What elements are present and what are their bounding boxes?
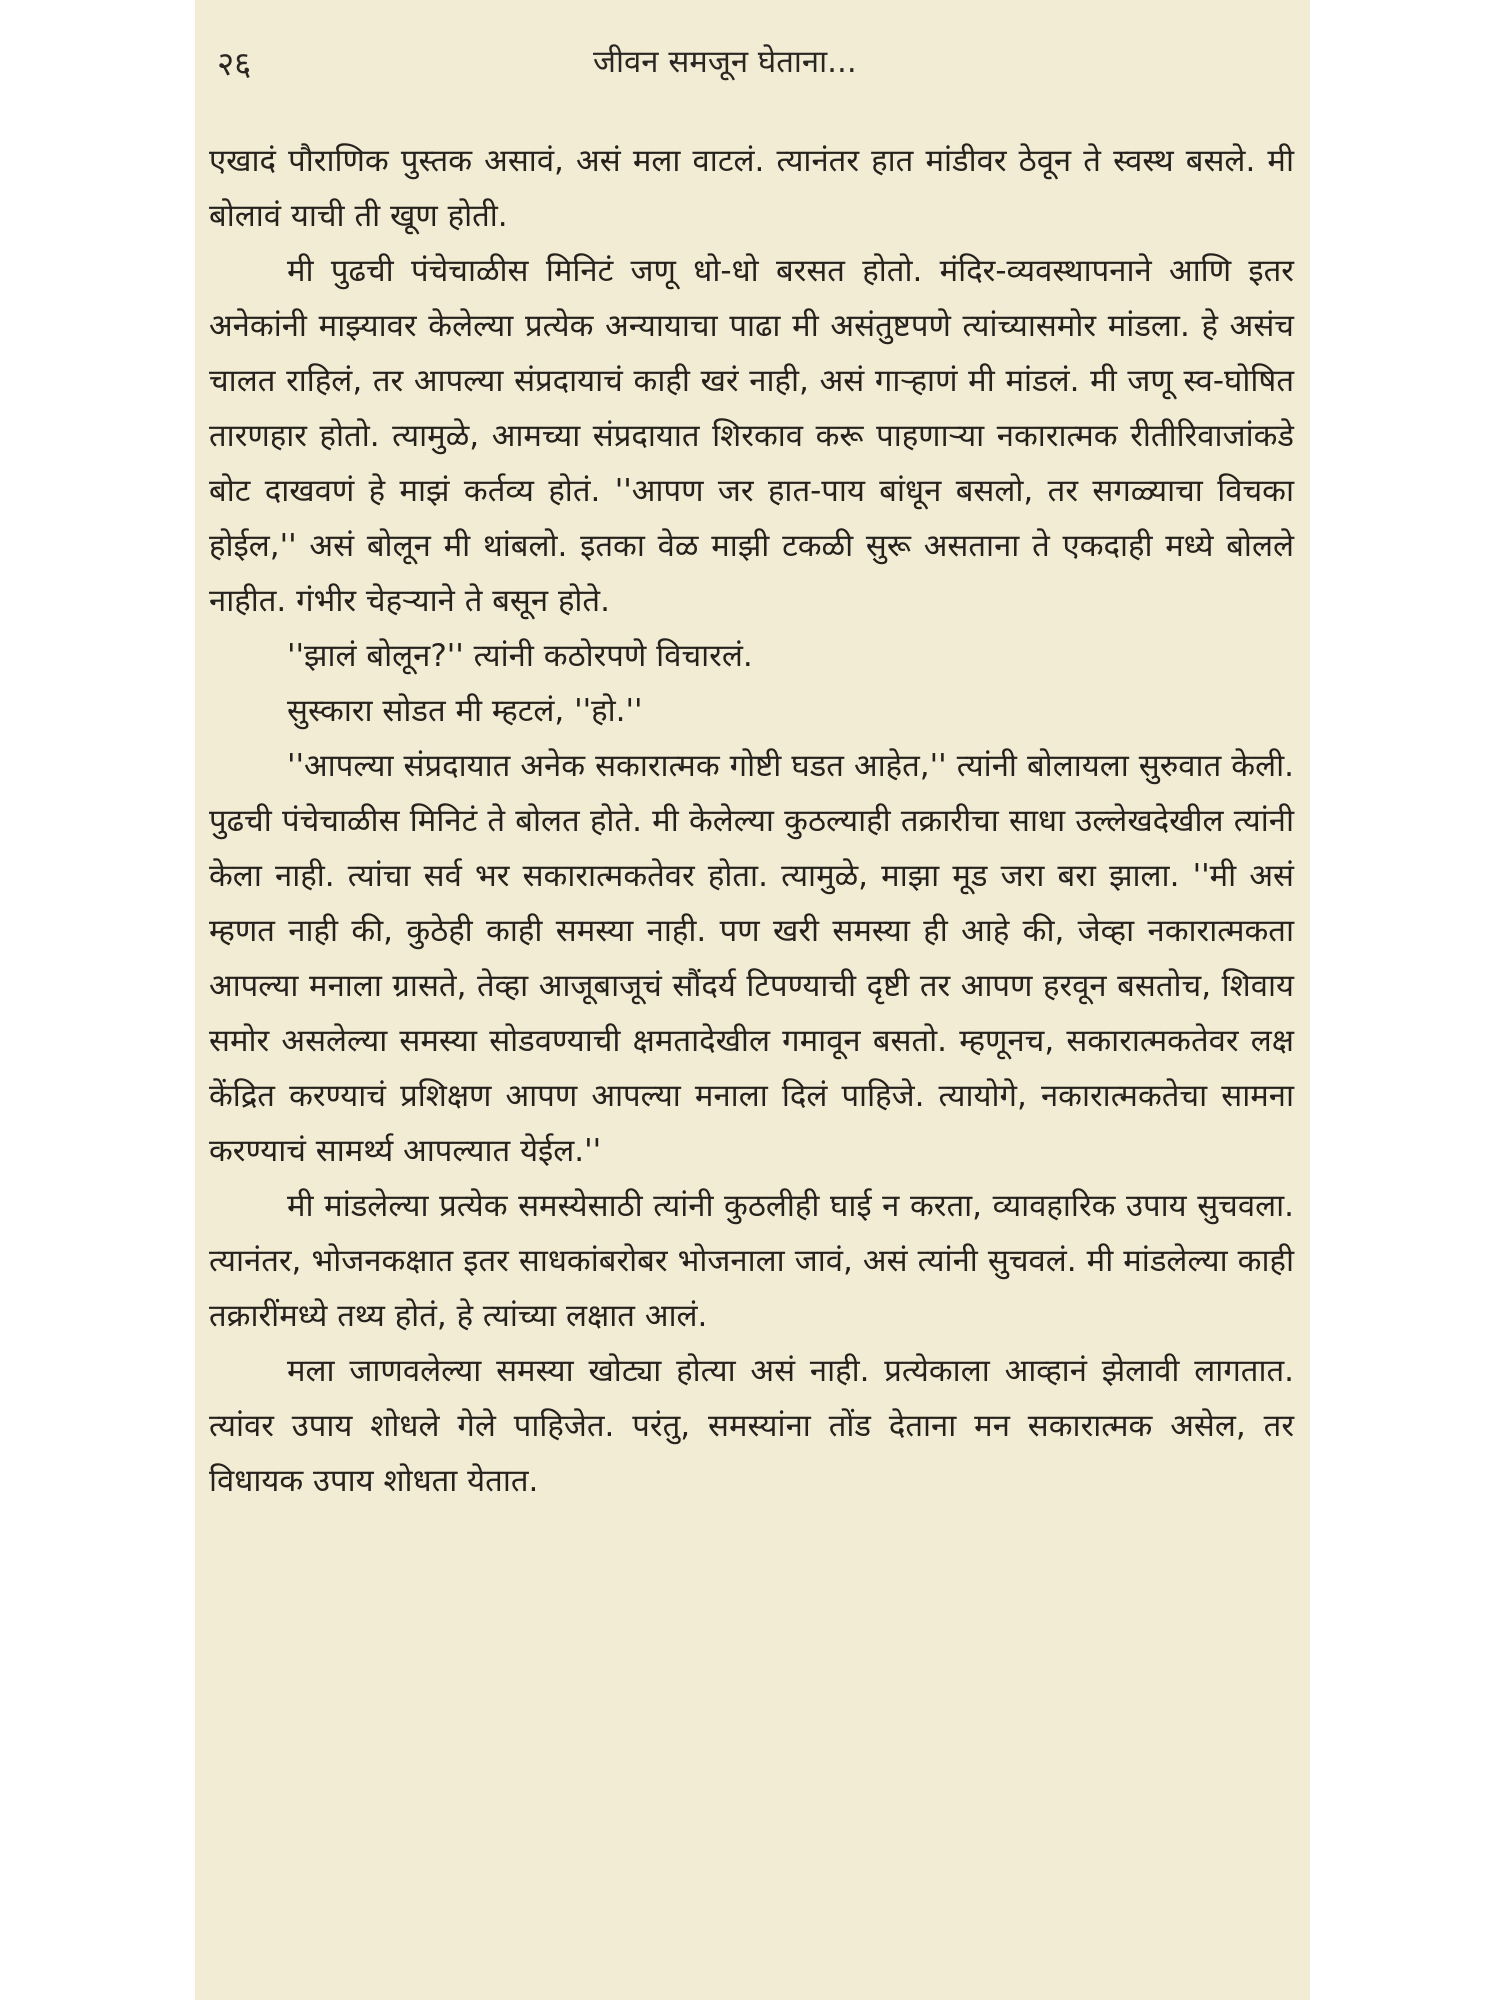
paragraph-2: मी पुढची पंचेचाळीस मिनिटं जणू धो-धो बरसत होतो. मंदिर-व्यवस्थापनाने आणि इतर अनेकांनी माझ्यावर केलेल्या प्रत्येक अन्यायाचा पाढा मी असंतुष्टपणे त्यांच्यासमोर मांडला. हे असंच चालत राहिलं, तर आपल्या संप्रदायाचं काही खरं नाही, असं गाऱ्हाणं मी मांडलं. मी जणू स्व-घोषित तारणहार होतो. त्यामुळे, आमच्या संप्रदायात शिरकाव करू पाहणाऱ्या नकारात्मक रीतीरिवाजांकडे बोट दाखवणं हे माझं कर्तव्य होतं. ''आपण जर हात-पाय बांधून बसलो, तर सगळ्याचा विचका होईल,'' असं बोलून मी थांबलो. इतका वेळ माझी टकळी सुरू असताना ते एकदाही मध्ये बोलले नाहीत. गंभीर चेहऱ्याने ते बसून होते. xyxy=(209,253,1294,619)
paragraph-5: ''आपल्या संप्रदायात अनेक सकारात्मक गोष्टी घडत आहेत,'' त्यांनी बोलायला सुरुवात केली. पुढची पंचेचाळीस मिनिटं ते बोलत होते. मी केलेल्या कुठल्याही तक्रारीचा साधा उल्लेखदेखील त्यांनी केला नाही. त्यांचा सर्व भर सकारात्मकतेवर होता. त्यामुळे, माझा मूड जरा बरा झाला. ''मी असं म्हणत नाही की, कुठेही काही समस्या नाही. पण खरी समस्या ही आहे की, जेव्हा नकारात्मकता आपल्या मनाला ग्रासते, तेव्हा आजूबाजूचं सौंदर्य टिपण्याची दृष्टी तर आपण हरवून बसतोच, शिवाय समोर असलेल्या समस्या सोडवण्याची क्षमतादेखील गमावून बसतो. म्हणूनच, सकारात्मकतेवर लक्ष केंद्रित करण्याचं प्रशिक्षण आपण आपल्या मनाला दिलं पाहिजे. त्यायोगे, नकारात्मकतेचा सामना करण्याचं सामर्थ्य आपल्यात येईल.'' xyxy=(209,748,1294,1169)
page-header xyxy=(195,40,1310,90)
paragraph-1: एखादं पौराणिक पुस्तक असावं, असं मला वाटलं. त्यानंतर हात मांडीवर ठेवून ते स्वस्थ बसले. मी बोलावं याची ती खूण होती. xyxy=(209,143,1294,234)
running-head: जीवन समजून घेताना... xyxy=(593,44,857,80)
body-text xyxy=(209,134,1294,1509)
paragraph-3: ''झालं बोलून?'' त्यांनी कठोरपणे विचारलं. xyxy=(287,638,753,674)
paragraph-7: मला जाणवलेल्या समस्या खोट्या होत्या असं नाही. प्रत्येकाला आव्हानं झेलावी लागतात. त्यांवर उपाय शोधले गेले पाहिजेत. परंतु, समस्यांना तोंड देताना मन सकारात्मक असेल, तर विधायक उपाय शोधता येतात. xyxy=(209,1353,1294,1499)
paragraph-4: सुस्कारा सोडत मी म्हटलं, ''हो.'' xyxy=(287,693,643,729)
paragraph-6: मी मांडलेल्या प्रत्येक समस्येसाठी त्यांनी कुठलीही घाई न करता, व्यावहारिक उपाय सुचवला. त्यानंतर, भोजनकक्षात इतर साधकांबरोबर भोजनाला जावं, असं त्यांनी सुचवलं. मी मांडलेल्या काही तक्रारींमध्ये तथ्य होतं, हे त्यांच्या लक्षात आलं. xyxy=(209,1188,1294,1334)
book-page xyxy=(195,0,1310,2000)
page-number: २६ xyxy=(217,44,252,83)
